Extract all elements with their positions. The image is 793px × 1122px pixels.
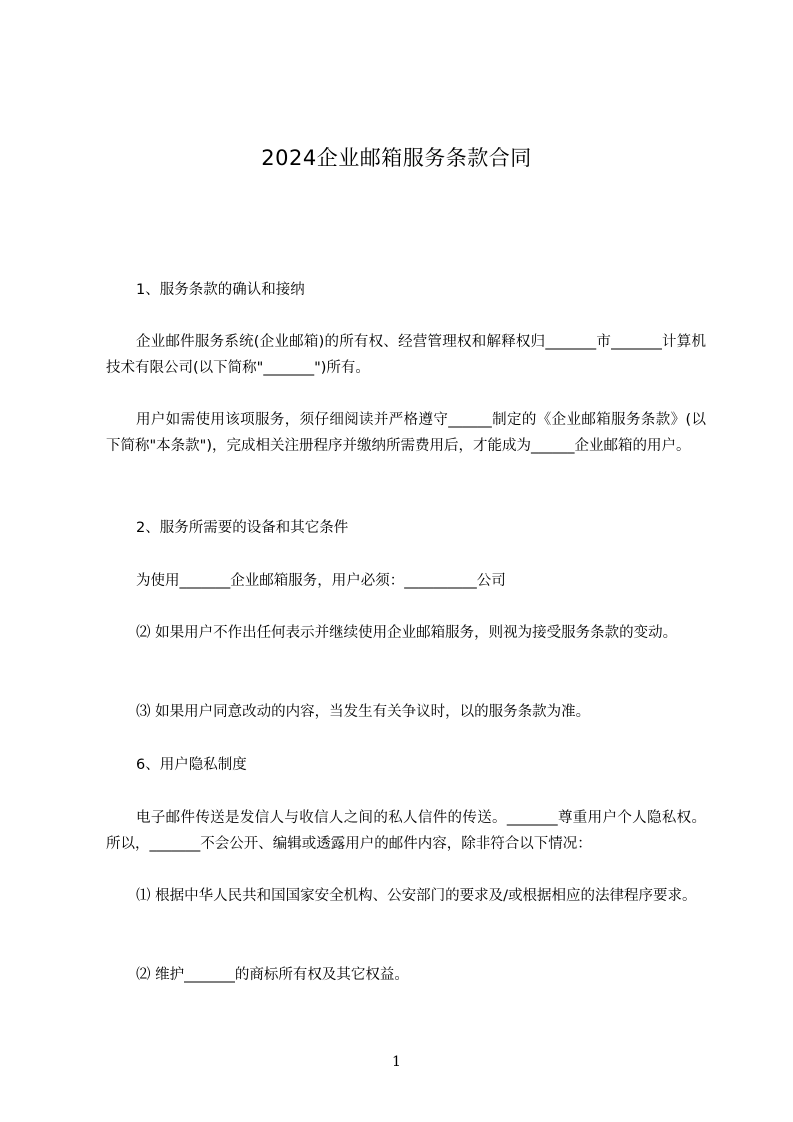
paragraph-clause-3-dispute: ⑶ 如果用户同意改动的内容，当发生有关争议时，以的服务条款为准。 [136, 704, 591, 720]
paragraph-clause-1-law: ⑴ 根据中华人民共和国国家安全机构、公安部门的要求及/或根据相应的法律程序要求。 [136, 888, 697, 904]
paragraph-requirements: 为使用_______企业邮箱服务，用户必须：__________公司 [136, 573, 506, 589]
section-heading-6: 6、用户隐私制度 [136, 757, 247, 773]
paragraph-user-terms: 用户如需使用该项服务，须仔细阅读并严格遵守______制定的《企业邮箱服务条款》(以下简称"本条款")，完成相关注册程序并缴纳所需费用后，才能成为______企业邮箱的用户。 [106, 412, 706, 454]
paragraph-ownership: 企业邮件服务系统(企业邮箱)的所有权、经营管理权和解释权归_______市_______计算机技术有限公司(以下简称"_______")所有。 [106, 334, 706, 376]
paragraph-clause-2-change: ⑵ 如果用户不作出任何表示并继续使用企业邮箱服务，则视为接受服务条款的变动。 [136, 625, 678, 641]
paragraph-clause-2-trademark: ⑵ 维护_______的商标所有权及其它权益。 [136, 967, 409, 983]
section-heading-1: 1、服务条款的确认和接纳 [136, 282, 305, 298]
document-title: 2024企业邮箱服务条款合同 [261, 146, 532, 170]
page-number: 1 [392, 1054, 401, 1070]
section-heading-2: 2、服务所需要的设备和其它条件 [136, 520, 349, 536]
paragraph-privacy: 电子邮件传送是发信人与收信人之间的私人信件的传送。_______尊重用户个人隐私权。所以，_______不会公开、编辑或透露用户的邮件内容，除非符合以下情况： [106, 810, 706, 852]
